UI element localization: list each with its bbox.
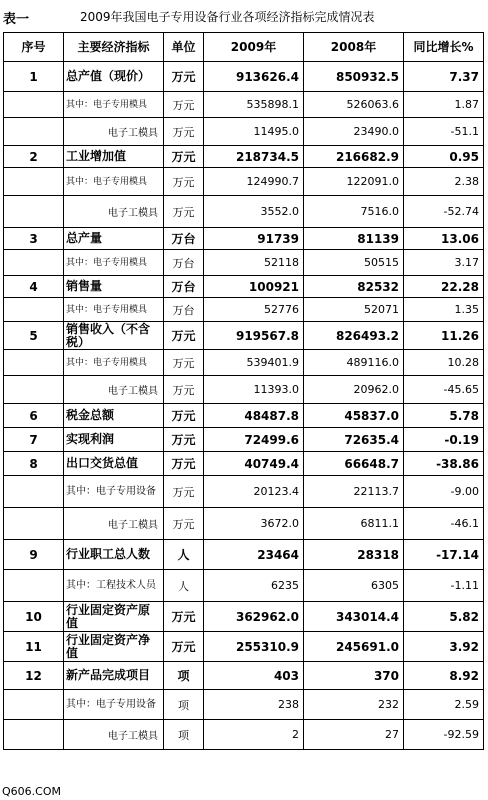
row-indicator: 其中：电子专用模具 xyxy=(64,168,164,196)
table-row xyxy=(4,508,484,540)
row-unit: 万元 xyxy=(164,92,204,118)
row-growth: 3.92 xyxy=(404,632,484,662)
row-growth: 3.17 xyxy=(404,250,484,276)
col-seq: 序号 xyxy=(4,33,64,62)
row-value-2008: 826493.2 xyxy=(304,322,404,350)
row-indicator: 电子工模具 xyxy=(64,508,164,540)
row-seq xyxy=(4,250,64,276)
table-row xyxy=(4,632,484,662)
row-value-2009: 2 xyxy=(204,720,304,750)
row-value-2008: 20962.0 xyxy=(304,376,404,404)
row-seq: 7 xyxy=(4,428,64,452)
col-2009: 2009年 xyxy=(204,33,304,62)
row-unit: 人 xyxy=(164,540,204,570)
row-value-2008: 28318 xyxy=(304,540,404,570)
row-value-2008: 27 xyxy=(304,720,404,750)
row-growth: 7.37 xyxy=(404,62,484,92)
row-unit: 万元 xyxy=(164,196,204,228)
table-row xyxy=(4,452,484,476)
table-header xyxy=(0,0,488,32)
row-value-2009: 919567.8 xyxy=(204,322,304,350)
col-2008: 2008年 xyxy=(304,33,404,62)
row-indicator: 行业固定资产净值 xyxy=(64,632,164,662)
row-value-2009: 3672.0 xyxy=(204,508,304,540)
row-indicator: 销售量 xyxy=(64,276,164,298)
row-indicator: 销售收入（不含税） xyxy=(64,322,164,350)
row-growth: 22.28 xyxy=(404,276,484,298)
watermark: Q606.COM xyxy=(2,785,61,798)
table-row xyxy=(4,196,484,228)
row-seq xyxy=(4,298,64,322)
row-unit: 万台 xyxy=(164,228,204,250)
table-row xyxy=(4,92,484,118)
row-seq xyxy=(4,720,64,750)
row-value-2009: 539401.9 xyxy=(204,350,304,376)
row-value-2009: 20123.4 xyxy=(204,476,304,508)
row-unit: 万元 xyxy=(164,118,204,146)
row-indicator: 电子工模具 xyxy=(64,196,164,228)
row-value-2009: 362962.0 xyxy=(204,602,304,632)
row-growth: 1.87 xyxy=(404,92,484,118)
row-value-2009: 218734.5 xyxy=(204,146,304,168)
table-row xyxy=(4,404,484,428)
row-value-2008: 122091.0 xyxy=(304,168,404,196)
row-seq xyxy=(4,570,64,602)
row-indicator: 新产品完成项目 xyxy=(64,662,164,690)
row-seq: 10 xyxy=(4,602,64,632)
table-row xyxy=(4,720,484,750)
row-value-2009: 403 xyxy=(204,662,304,690)
row-unit: 万元 xyxy=(164,62,204,92)
row-unit: 万元 xyxy=(164,168,204,196)
row-indicator: 实现利润 xyxy=(64,428,164,452)
table-row xyxy=(4,602,484,632)
row-value-2009: 11495.0 xyxy=(204,118,304,146)
row-seq xyxy=(4,508,64,540)
col-growth: 同比增长% xyxy=(404,33,484,62)
row-value-2008: 45837.0 xyxy=(304,404,404,428)
row-unit: 万元 xyxy=(164,452,204,476)
row-growth: 5.82 xyxy=(404,602,484,632)
row-seq xyxy=(4,196,64,228)
row-indicator: 行业职工总人数 xyxy=(64,540,164,570)
row-growth: -9.00 xyxy=(404,476,484,508)
row-value-2008: 23490.0 xyxy=(304,118,404,146)
row-value-2009: 6235 xyxy=(204,570,304,602)
table-row xyxy=(4,250,484,276)
row-indicator: 其中：电子专用设备 xyxy=(64,690,164,720)
row-value-2008: 489116.0 xyxy=(304,350,404,376)
row-indicator: 其中：电子专用模具 xyxy=(64,92,164,118)
row-indicator: 其中：电子专用设备 xyxy=(64,476,164,508)
row-growth: -1.11 xyxy=(404,570,484,602)
row-growth: 11.26 xyxy=(404,322,484,350)
table-row xyxy=(4,428,484,452)
row-seq: 9 xyxy=(4,540,64,570)
row-growth: -17.14 xyxy=(404,540,484,570)
row-unit: 项 xyxy=(164,720,204,750)
row-growth: -92.59 xyxy=(404,720,484,750)
row-growth: 8.92 xyxy=(404,662,484,690)
row-unit: 万元 xyxy=(164,404,204,428)
row-value-2008: 343014.4 xyxy=(304,602,404,632)
row-value-2009: 48487.8 xyxy=(204,404,304,428)
table-row xyxy=(4,662,484,690)
row-unit: 项 xyxy=(164,690,204,720)
row-value-2008: 370 xyxy=(304,662,404,690)
row-seq xyxy=(4,92,64,118)
table-row xyxy=(4,146,484,168)
table-body xyxy=(4,62,484,750)
row-seq xyxy=(4,690,64,720)
row-growth: 13.06 xyxy=(404,228,484,250)
row-indicator: 总产量 xyxy=(64,228,164,250)
table-row xyxy=(4,540,484,570)
row-value-2008: 6305 xyxy=(304,570,404,602)
row-seq xyxy=(4,350,64,376)
col-indicator: 主要经济指标 xyxy=(64,33,164,62)
table-title: 2009年我国电子专用设备行业各项经济指标完成情况表 xyxy=(80,10,375,24)
table-row xyxy=(4,228,484,250)
row-seq: 3 xyxy=(4,228,64,250)
row-seq: 6 xyxy=(4,404,64,428)
row-value-2009: 535898.1 xyxy=(204,92,304,118)
row-value-2009: 11393.0 xyxy=(204,376,304,404)
row-indicator: 行业固定资产原值 xyxy=(64,602,164,632)
row-unit: 项 xyxy=(164,662,204,690)
row-unit: 万元 xyxy=(164,376,204,404)
table-row xyxy=(4,62,484,92)
row-value-2008: 52071 xyxy=(304,298,404,322)
row-seq xyxy=(4,476,64,508)
table-row xyxy=(4,690,484,720)
table-row xyxy=(4,570,484,602)
table-row xyxy=(4,376,484,404)
row-growth: 0.95 xyxy=(404,146,484,168)
row-unit: 万台 xyxy=(164,250,204,276)
table-row xyxy=(4,322,484,350)
row-growth: -51.1 xyxy=(404,118,484,146)
row-value-2008: 7516.0 xyxy=(304,196,404,228)
row-seq xyxy=(4,118,64,146)
row-growth: 5.78 xyxy=(404,404,484,428)
row-indicator: 其中：工程技术人员 xyxy=(64,570,164,602)
row-seq: 2 xyxy=(4,146,64,168)
row-value-2008: 81139 xyxy=(304,228,404,250)
row-seq xyxy=(4,376,64,404)
row-value-2008: 22113.7 xyxy=(304,476,404,508)
row-indicator: 电子工模具 xyxy=(64,376,164,404)
row-seq: 11 xyxy=(4,632,64,662)
table-row xyxy=(4,476,484,508)
indicator-table xyxy=(3,32,484,750)
row-indicator: 总产值（现价） xyxy=(64,62,164,92)
row-value-2009: 3552.0 xyxy=(204,196,304,228)
row-unit: 万元 xyxy=(164,508,204,540)
table-row xyxy=(4,350,484,376)
row-growth: 2.59 xyxy=(404,690,484,720)
row-seq: 8 xyxy=(4,452,64,476)
row-value-2008: 245691.0 xyxy=(304,632,404,662)
row-unit: 万元 xyxy=(164,350,204,376)
row-indicator: 税金总额 xyxy=(64,404,164,428)
row-indicator: 出口交货总值 xyxy=(64,452,164,476)
row-value-2008: 82532 xyxy=(304,276,404,298)
row-value-2008: 72635.4 xyxy=(304,428,404,452)
row-unit: 万元 xyxy=(164,322,204,350)
row-unit: 万元 xyxy=(164,602,204,632)
row-value-2008: 850932.5 xyxy=(304,62,404,92)
row-growth: -46.1 xyxy=(404,508,484,540)
row-indicator: 电子工模具 xyxy=(64,720,164,750)
row-unit: 人 xyxy=(164,570,204,602)
row-value-2009: 52776 xyxy=(204,298,304,322)
row-growth: 10.28 xyxy=(404,350,484,376)
row-unit: 万元 xyxy=(164,476,204,508)
row-value-2008: 66648.7 xyxy=(304,452,404,476)
row-value-2008: 50515 xyxy=(304,250,404,276)
row-indicator: 其中：电子专用模具 xyxy=(64,250,164,276)
table-row xyxy=(4,276,484,298)
row-indicator: 其中：电子专用模具 xyxy=(64,350,164,376)
row-value-2009: 72499.6 xyxy=(204,428,304,452)
row-value-2009: 52118 xyxy=(204,250,304,276)
row-unit: 万元 xyxy=(164,632,204,662)
table-label: 表一 xyxy=(3,12,30,27)
row-seq: 4 xyxy=(4,276,64,298)
row-seq: 12 xyxy=(4,662,64,690)
row-value-2009: 100921 xyxy=(204,276,304,298)
row-seq: 5 xyxy=(4,322,64,350)
row-value-2009: 255310.9 xyxy=(204,632,304,662)
row-value-2009: 23464 xyxy=(204,540,304,570)
row-unit: 万台 xyxy=(164,298,204,322)
row-seq: 1 xyxy=(4,62,64,92)
table-row xyxy=(4,118,484,146)
row-unit: 万台 xyxy=(164,276,204,298)
col-unit: 单位 xyxy=(164,33,204,62)
table-head-row xyxy=(4,33,484,62)
row-growth: 1.35 xyxy=(404,298,484,322)
row-value-2008: 526063.6 xyxy=(304,92,404,118)
row-indicator: 电子工模具 xyxy=(64,118,164,146)
row-value-2009: 124990.7 xyxy=(204,168,304,196)
row-value-2008: 232 xyxy=(304,690,404,720)
row-indicator: 工业增加值 xyxy=(64,146,164,168)
row-growth: -38.86 xyxy=(404,452,484,476)
row-seq xyxy=(4,168,64,196)
row-value-2009: 238 xyxy=(204,690,304,720)
row-unit: 万元 xyxy=(164,146,204,168)
row-value-2008: 216682.9 xyxy=(304,146,404,168)
row-growth: -52.74 xyxy=(404,196,484,228)
row-growth: 2.38 xyxy=(404,168,484,196)
row-growth: -45.65 xyxy=(404,376,484,404)
row-value-2009: 91739 xyxy=(204,228,304,250)
row-growth: -0.19 xyxy=(404,428,484,452)
table-row xyxy=(4,168,484,196)
row-value-2009: 913626.4 xyxy=(204,62,304,92)
row-value-2009: 40749.4 xyxy=(204,452,304,476)
table-row xyxy=(4,298,484,322)
row-indicator: 其中：电子专用模具 xyxy=(64,298,164,322)
row-unit: 万元 xyxy=(164,428,204,452)
row-value-2008: 6811.1 xyxy=(304,508,404,540)
